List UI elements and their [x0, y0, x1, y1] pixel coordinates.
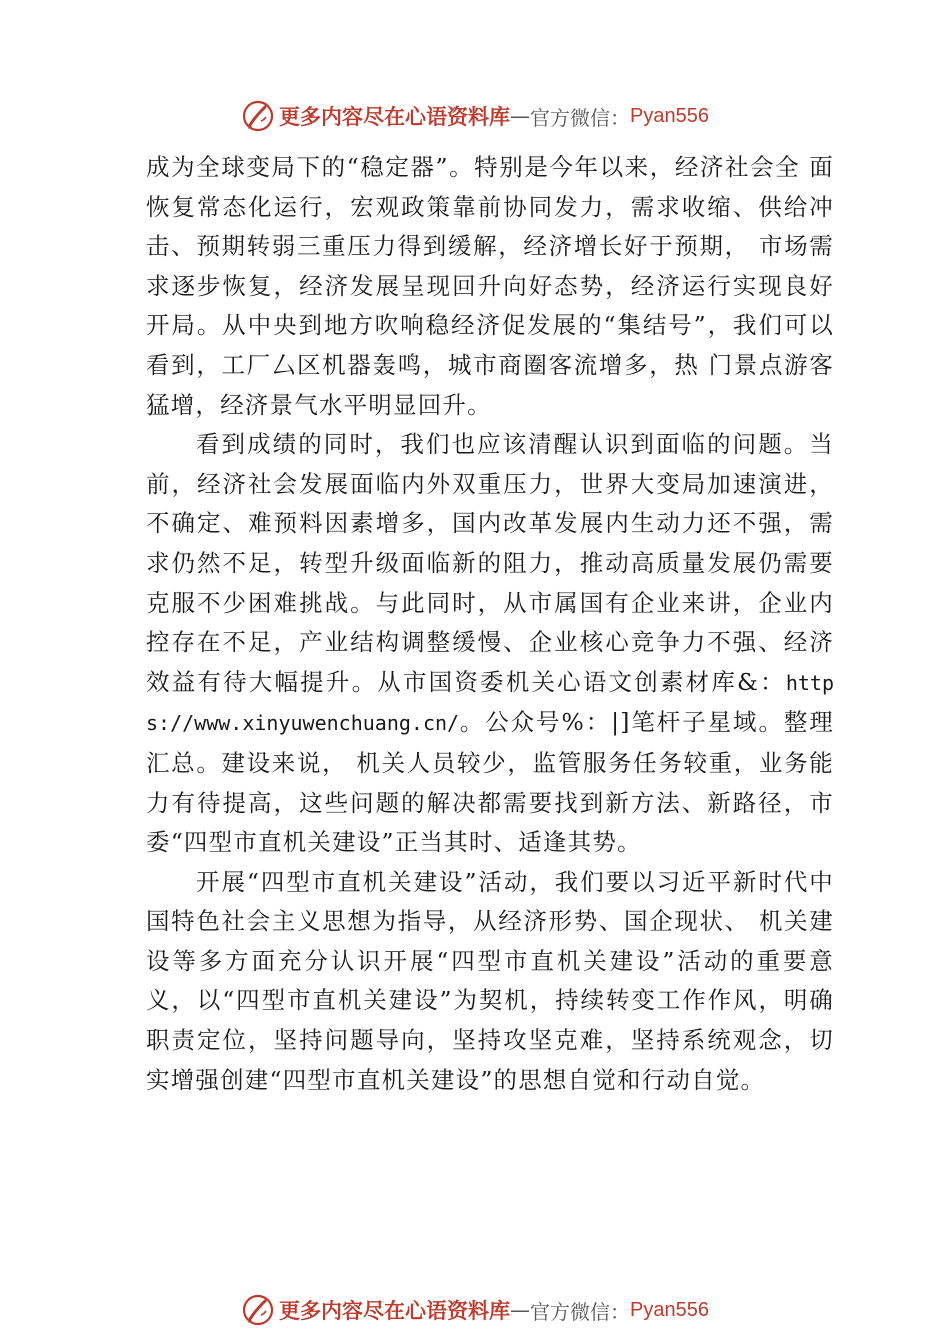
brush-logo-icon [241, 1293, 275, 1327]
brush-logo-icon [241, 99, 275, 133]
paragraph-2-text-before: 看到成绩的同时，我们也应该清醒认识到面临的问题。当前，经济社会发展面临内外双重压力，世界大变局加速演进，不确定、难预料因素增多，国内改革发展内生动力还不强，需求仍然不足，转型升级面临新的阻力，推动高质量发展仍需要克服不少困难挑战。与此同时，从市属国有企业来讲，企业内控存在不足，产业结构调整缓慢、企业核心竞争力不强、经济效益有待大幅提升。从市国资委机关心语文创素材库&： [146, 430, 834, 696]
source-url-text: https://www.xinyuwenchuang.cn/ [146, 670, 834, 736]
paragraph-1: 成为全球变局下的“稳定器”。特别是今年以来，经济社会全 面恢复常态化运行，宏观政策靠前协同发力，需求收缩、供给冲击、预期转弱三重压力得到缓解，经济增长好于预期， 市场需求逐步恢复，经济发展呈现回升向好态势，经济运行实现良好开局。从中央到地方吹响稳经济促发展的“集结号”，我们可以看到，工厂厶区机器轰鸣，城市商圈客流增多，热 门景点游客猛增，经济景气水平明显回升。 [146, 153, 834, 419]
paragraph-2-text-after: 。公众号%：|]笔杆子星域。整理汇总。建设来说， 机关人员较少，监管服务任务较重，业务能力有待提高，这些问题的解决都需要找到新方法、新路径，市委“四型市直机关建设”正当其时、适逢其势。 [146, 708, 834, 857]
banner-wechat-id: Pyan556 [630, 104, 709, 127]
footer-banner-wechat-id: Pyan556 [630, 1298, 709, 1321]
banner-wechat-label: 官方微信： [530, 105, 631, 130]
footer-banner-wechat-label: 官方微信： [530, 1299, 631, 1324]
paragraph-2 [146, 425, 834, 863]
header-banner [0, 96, 950, 136]
paragraph-3: 开展“四型市直机关建设”活动，我们要以习近平新时代中国特色社会主义思想为指导，从经济形势、国企现状、 机关建设等多方面充分认识开展“四型市直机关建设”活动的重要意义，以“四型市直机关建设”为契机，持续转变工作作风，明确职责定位，坚持问题导向，坚持攻坚克难，坚持系统观念，切实增强创建“四型市直机关建设”的思想自觉和行动自觉。 [146, 867, 834, 1094]
document-body [146, 148, 834, 1100]
footer-banner [0, 1290, 950, 1330]
footer-banner-dash: — [510, 1298, 531, 1322]
banner-dash: — [510, 104, 531, 128]
banner-title: 更多内容尽在心语资料库 [279, 104, 511, 129]
footer-banner-title: 更多内容尽在心语资料库 [279, 1298, 511, 1323]
